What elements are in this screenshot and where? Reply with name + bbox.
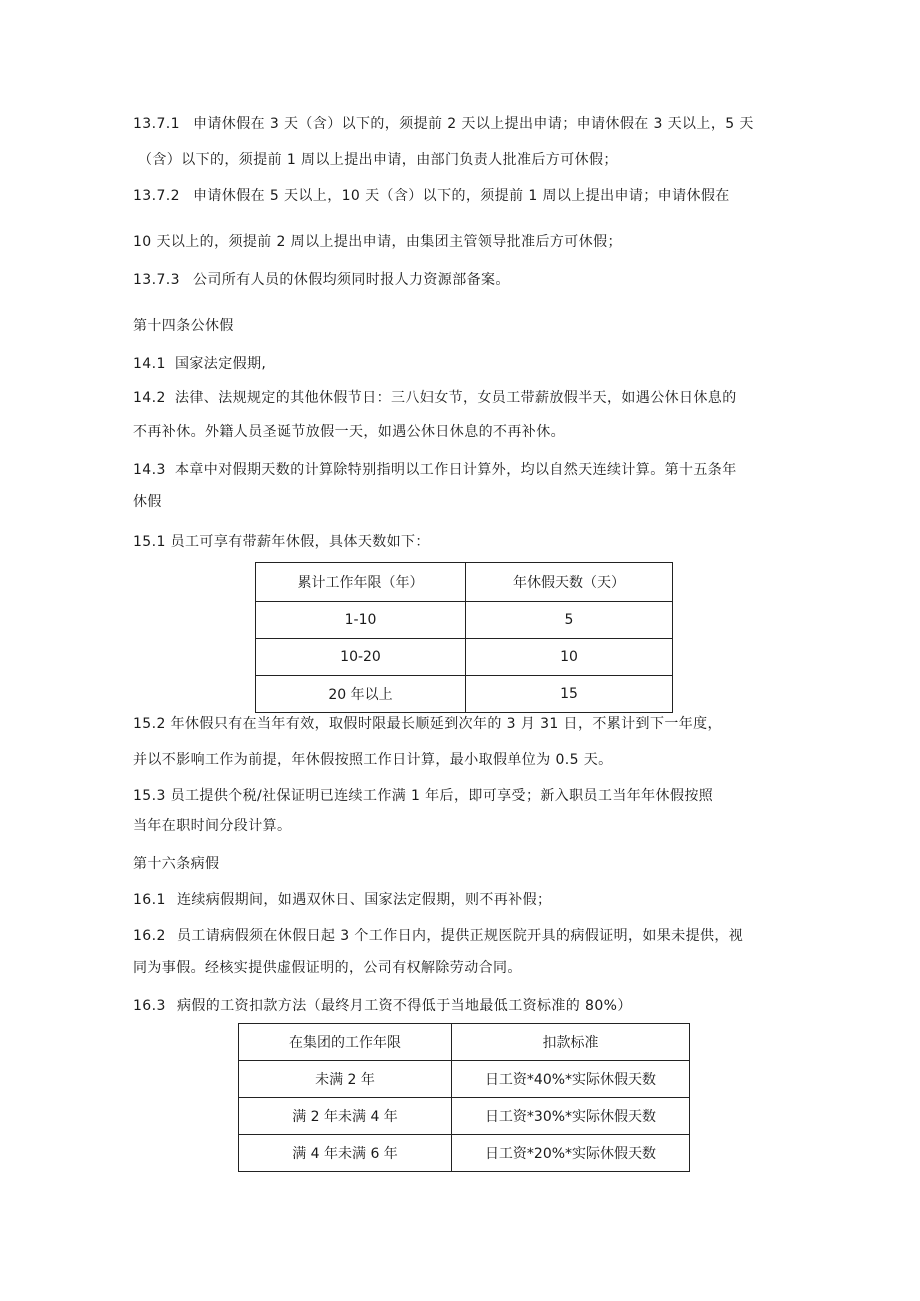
clause-16-2-line-1 [133,926,743,946]
table-row [256,602,673,639]
clause-text: 申请休假在 3 天（含）以下的，须提前 2 天以上提出申请；申请休假在 3 天以上，5 天 [193,116,754,132]
clause-13-7-1-line-1 [133,114,754,134]
table-cell: 满 2 年未满 4 年 [239,1098,452,1135]
clause-text: 国家法定假期, [175,356,267,372]
table-cell: 15 [466,676,673,713]
clause-15-3-line-1: 15.3 员工提供个税/社保证明已连续工作满 1 年后，即可享受；新入职员工当年年休假按照 [133,788,714,804]
clause-number: 13.7.2 [133,188,180,204]
clause-13-7-2-line-1 [133,186,730,206]
clause-16-2-line-2: 同为事假。经核实提供虚假证明的，公司有权解除劳动合同。 [133,960,522,976]
clause-number: 13.7.1 [133,116,180,132]
clause-number: 14.1 [133,356,166,372]
clause-14-2-line-2: 不再补休。外籍人员圣诞节放假一天，如遇公休日休息的不再补休。 [133,424,565,440]
table-row [256,676,673,713]
clause-text: 法律、法规规定的其他休假节日：三八妇女节，女员工带薪放假半天，如遇公休日休息的 [175,390,737,406]
article-14-heading: 第十四条公休假 [133,318,234,334]
table-cell: 10-20 [256,639,466,676]
table-header-cell: 年休假天数（天） [466,563,673,602]
table-row [239,1061,690,1098]
table-header-row [256,563,673,602]
table-cell: 5 [466,602,673,639]
clause-number: 16.3 [133,998,166,1014]
table-row [239,1135,690,1172]
table-row [239,1098,690,1135]
table-cell: 满 4 年未满 6 年 [239,1135,452,1172]
clause-text: 病假的工资扣款方法（最终月工资不得低于当地最低工资标准的 80%） [177,998,632,1014]
clause-15-2-line-1: 15.2 年休假只有在当年有效，取假时限最长顺延到次年的 3 月 31 日，不累计到下一年度， [133,716,722,732]
clause-number: 14.2 [133,390,166,406]
table-header-cell: 在集团的工作年限 [239,1024,452,1061]
table-cell: 日工资*20%*实际休假天数 [452,1135,690,1172]
clause-15-2-line-2: 并以不影响工作为前提，年休假按照工作日计算，最小取假单位为 0.5 天。 [133,752,613,768]
clause-14-1 [133,354,266,374]
table-cell: 日工资*40%*实际休假天数 [452,1061,690,1098]
clause-13-7-3 [133,270,510,290]
clause-text: 申请休假在 5 天以上，10 天（含）以下的，须提前 1 周以上提出申请；申请休假在 [193,188,730,204]
table-header-row [239,1024,690,1061]
clause-text: 公司所有人员的休假均须同时报人力资源部备案。 [193,272,510,288]
clause-number: 16.2 [133,928,166,944]
clause-14-2-line-1 [133,388,737,408]
table-cell: 1-10 [256,602,466,639]
annual-leave-table [255,562,673,713]
clause-14-3-line-2: 休假 [133,494,162,510]
clause-number: 14.3 [133,462,166,478]
clause-text: 本章中对假期天数的计算除特别指明以工作日计算外，均以自然天连续计算。第十五条年 [175,462,737,478]
clause-15-1: 15.1 员工可享有带薪年休假，具体天数如下： [133,534,430,550]
clause-16-3 [133,996,632,1016]
clause-text: 员工请病假须在休假日起 3 个工作日内，提供正规医院开具的病假证明，如果未提供，视 [177,928,744,944]
clause-13-7-2-line-2: 10 天以上的，须提前 2 周以上提出申请，由集团主管领导批准后方可休假； [133,234,622,250]
table-header-cell: 累计工作年限（年） [256,563,466,602]
sick-leave-deduction-table [238,1023,690,1172]
clause-14-3-line-1 [133,460,737,480]
table-header-cell: 扣款标准 [452,1024,690,1061]
clause-number: 16.1 [133,892,166,908]
table-cell: 未满 2 年 [239,1061,452,1098]
table-cell: 10 [466,639,673,676]
table-row [256,639,673,676]
table-cell: 20 年以上 [256,676,466,713]
clause-text: 连续病假期间，如遇双休日、国家法定假期，则不再补假； [177,892,552,908]
clause-number: 13.7.3 [133,272,180,288]
clause-15-3-line-2: 当年在职时间分段计算。 [133,818,292,834]
clause-16-1 [133,890,551,910]
table-cell: 日工资*30%*实际休假天数 [452,1098,690,1135]
clause-13-7-1-line-2: （含）以下的，须提前 1 周以上提出申请，由部门负责人批准后方可休假； [138,152,618,168]
article-16-heading: 第十六条病假 [133,856,220,872]
